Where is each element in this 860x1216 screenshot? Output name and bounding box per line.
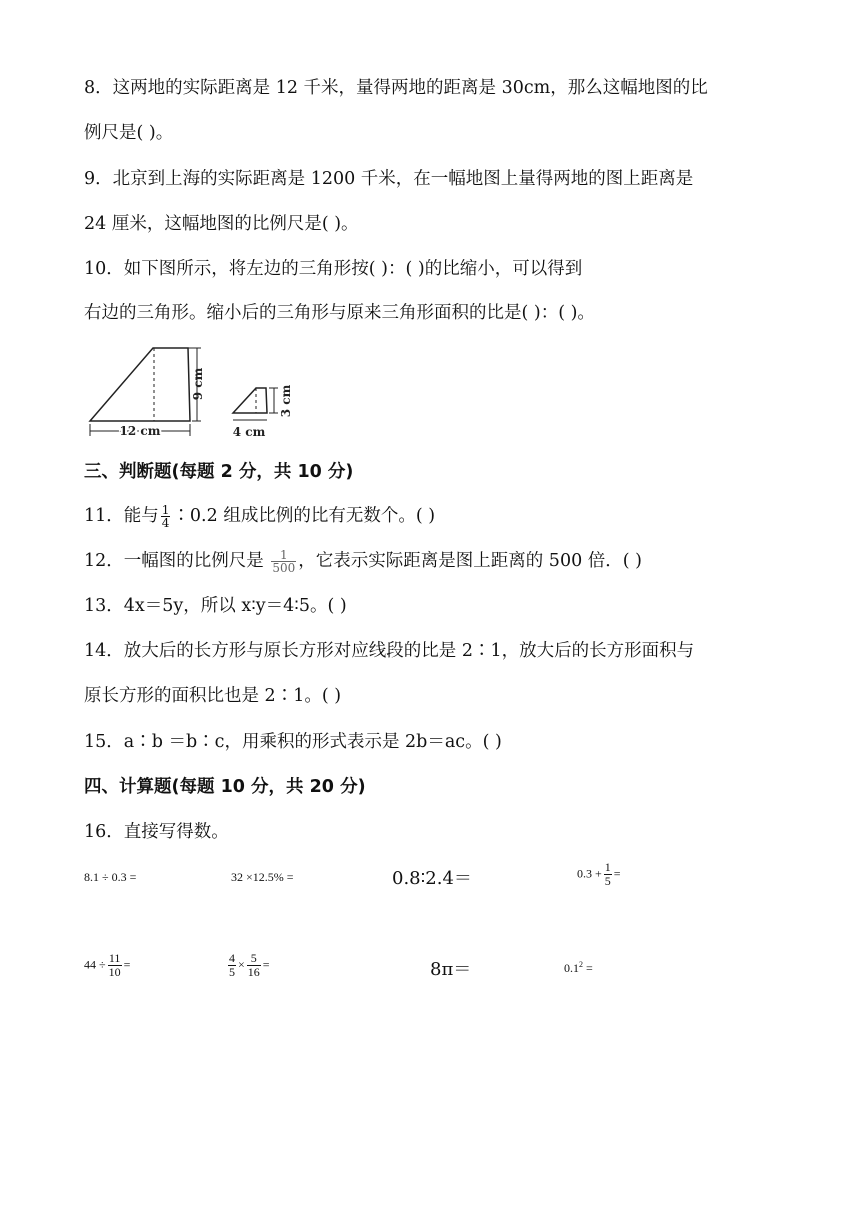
calc-6-times: × [238, 957, 245, 972]
q11-suffix: ∶0.2 组成比例的比有无数个。( ) [172, 506, 436, 526]
calc-6-den1: 5 [229, 965, 235, 979]
calc-4-fraction [604, 861, 612, 888]
question-12 [84, 549, 642, 574]
calc-8-exponent: 2 [579, 960, 583, 969]
calc-5-num: 11 [108, 951, 121, 965]
q12-fraction [271, 549, 296, 574]
calc-item-5 [84, 952, 130, 979]
calc-4-num: 1 [604, 860, 611, 874]
q9-line1: 9．北京到上海的实际距离是 1200 千米，在一幅地图上量得两地的图上距离是 [84, 169, 694, 189]
calc-6-fraction-2 [247, 952, 261, 979]
calc-item-2: 32 ×12.5% = [231, 870, 294, 884]
calc-6-suffix: = [262, 957, 270, 972]
question-11 [84, 504, 435, 529]
question-15: 15．a∶b ＝b∶c，用乘积的形式表示是 2b＝ac。( ) [84, 732, 502, 752]
calc-item-6 [226, 952, 270, 979]
calc-4-prefix: 0.3 + [577, 866, 602, 881]
calc-6-fraction-1 [228, 952, 236, 979]
q12-frac-den: 500 [272, 561, 296, 575]
triangle-figure [84, 340, 324, 440]
q14-line1: 14．放大后的长方形与原长方形对应线段的比是 2∶1，放大后的长方形面积与 [84, 641, 695, 661]
small-base-label: 4 cm [232, 425, 266, 439]
big-base-label: 12 cm [119, 424, 161, 438]
calc-item-7: 8π＝ [430, 959, 472, 980]
small-height-label: 3 cm [279, 384, 293, 418]
question-16: 16．直接写得数。 [84, 822, 229, 842]
big-height-label: 9 cm [191, 367, 205, 401]
small-triangle [233, 388, 267, 413]
q12-prefix: 12．一幅图的比例尺是 [84, 551, 270, 571]
q11-fraction [161, 504, 171, 529]
calc-5-prefix: 44 ÷ [84, 957, 106, 972]
q11-frac-den: 4 [161, 516, 170, 530]
calc-6-num1: 4 [229, 951, 235, 965]
calc-4-den: 5 [604, 874, 611, 888]
calc-5-den: 10 [108, 965, 121, 979]
calc-item-8 [564, 960, 593, 976]
q9-line2: 24 厘米，这幅地图的比例尺是( )。 [84, 214, 359, 234]
calc-5-fraction [108, 952, 122, 979]
question-13: 13．4x＝5y，所以 x∶y＝4∶5。( ) [84, 596, 347, 616]
q14-line2: 原长方形的面积比也是 2∶1。( ) [84, 686, 342, 706]
calc-item-3: 0.8∶2.4＝ [392, 868, 472, 889]
calc-5-suffix: = [123, 957, 131, 972]
section-3-title: 三、判断题(每题 2 分，共 10 分) [84, 462, 354, 482]
q8-line1: 8．这两地的实际距离是 12 千米，量得两地的距离是 30cm，那么这幅地图的比 [84, 78, 708, 98]
q12-suffix: ，它表示实际距离是图上距离的 500 倍．( ) [298, 551, 642, 571]
calc-6-den2: 16 [247, 965, 260, 979]
q11-frac-num: 1 [161, 503, 170, 517]
calc-8-base: 0.1 [564, 961, 579, 975]
section-4-title: 四、计算题(每题 10 分，共 20 分) [84, 777, 366, 797]
q10-line2: 右边的三角形。缩小后的三角形与原来三角形面积的比是( )：( )。 [84, 303, 595, 323]
q8-line2: 例尺是( )。 [84, 123, 174, 143]
calc-8-suffix: = [583, 961, 593, 975]
calc-6-num2: 5 [247, 952, 261, 966]
calc-item-1: 8.1 ÷ 0.3 = [84, 870, 137, 884]
q11-prefix: 11．能与 [84, 506, 159, 526]
q12-frac-num: 1 [271, 549, 296, 562]
calc-4-suffix: = [613, 866, 621, 881]
big-triangle [90, 348, 190, 421]
calc-item-4 [577, 861, 621, 888]
q10-line1: 10．如下图所示，将左边的三角形按( )：( )的比缩小，可以得到 [84, 259, 583, 279]
